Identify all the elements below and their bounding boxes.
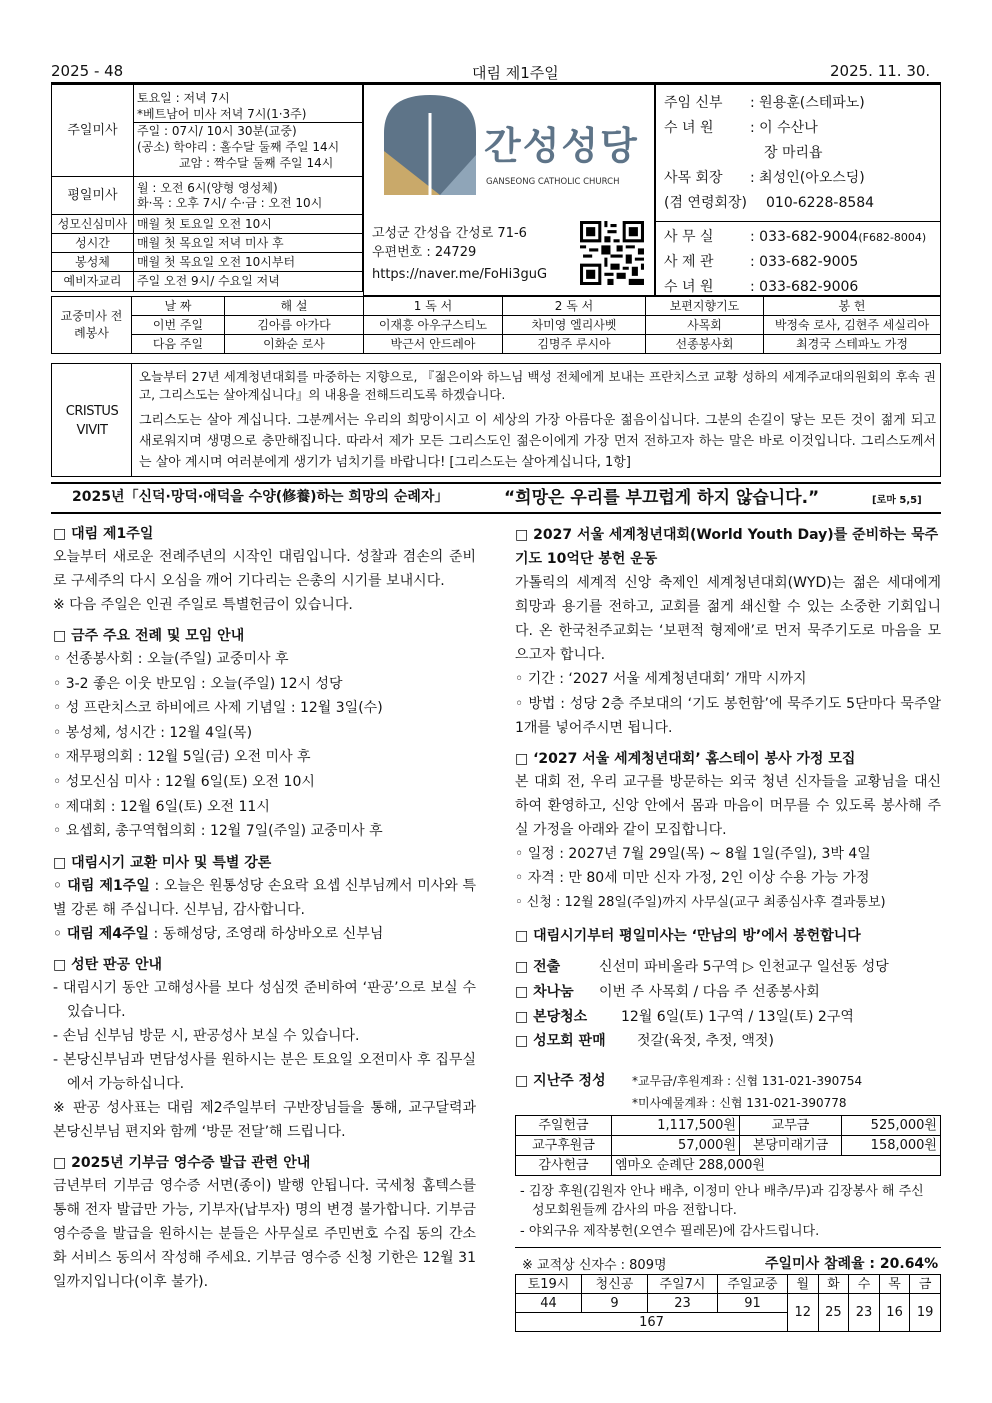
list-item: ◦ 방법 : 성당 2층 주보대의 ‘기도 봉헌함’에 묵주기도 5단마다 묵주알 1개를 넣어주시면 됩니다. [515, 695, 941, 736]
liturgy-service-table [51, 296, 941, 354]
list-item: ◦ 선종봉사회 : 오늘(주일) 교중미사 후 [53, 651, 289, 667]
qr-code-icon[interactable] [580, 221, 644, 285]
church-logo-box [363, 84, 655, 296]
liturgy-cell: 선종봉사회 [646, 335, 764, 354]
list-item: ◦ 대림 제4주일 : 동해성당, 조영래 하상바오로 신부님 [53, 925, 384, 942]
staff-row: 주임 신부 : 원용훈(스테파노) [664, 95, 865, 111]
list-item: ◦ 자격 : 만 80세 미만 신자 가정, 2인 이상 수용 가능 가정 [515, 870, 870, 887]
account-2: *미사예물계좌 : 신협 131-021-390778 [632, 1096, 847, 1110]
thanks-note: - 야외구유 제작봉헌(오연수 필레몬)에 감사드립니다. [520, 1224, 820, 1239]
list-item: ◦ 제대회 : 12월 6일(토) 오전 11시 [53, 798, 270, 815]
church-logo-icon [380, 93, 480, 195]
thanks-note: - 김장 후원(김원자 안나 배추, 이정미 안나 배추/무)과 김장봉사 해 주신 성모회원들께 감사의 마음 전합니다. [520, 1184, 924, 1218]
list-item: ◦ 일정 : 2027년 7월 29일(목) ~ 8월 1일(주일), 3박 4일 [515, 845, 871, 862]
cristus-vivit-label: CRISTUS VIVIT [65, 404, 119, 438]
schedule-label: 봉성체 [52, 253, 134, 272]
list-item: ◦ 대림 제1주일 : 오늘은 원통성당 손요락 요셉 신부님께서 미사와 특별 강론 해 주십니다. 신부님, 감사합니다. [53, 877, 477, 918]
liturgy-header: 보편지향기도 [646, 297, 764, 316]
section-title: □ ‘2027 서울 세계청년대회’ 홈스테이 봉사 가정 모집 [515, 750, 856, 767]
liturgy-cell: 박근서 안드레아 [364, 335, 503, 354]
schedule-label: 성시간 [52, 234, 134, 253]
contact-row: 수 녀 원 : 033-682-9006 [664, 279, 859, 295]
list-item: - 본당신부님과 면담성사를 원하시는 분은 토요일 오전미사 후 집무실에서 가능하십니다. [53, 1051, 476, 1092]
liturgy-header: 해 설 [225, 297, 364, 316]
staff-row: 사목 회장 : 최성인(아오스딩) [664, 170, 865, 186]
schedule-value: 매월 첫 목요일 저녁 미사 후 [134, 234, 363, 253]
staff-row: 수 녀 원 : 이 수산나 [664, 120, 818, 136]
attendance-table: 토19시 청신공 주일7시 주일교중 월 화 수 목 금 44 9 23 91 12 25 23 16 19 167 [515, 1274, 941, 1332]
church-name-logo: 간성성당 [484, 124, 639, 168]
schedule-label: 성모신심미사 [52, 215, 134, 234]
section-body: 오늘부터 새로운 전례주년의 시작인 대림입니다. 성찰과 겸손의 준비로 구세주의 다시 오심을 깨어 기다리는 은총의 시기를 보내시다. [53, 549, 476, 589]
cristus-vivit-quote: 그리스도는 살아 계십니다. 그분께서는 우리의 희망이시고 이 세상의 가장 아름다운 젊음이십니다. 그분의 손길이 닿는 모든 것이 젊게 되고 새로워지며 생명으로 충만해집니다. 따라서 제가 모든 그리스도인 젊은이에게 가장 먼저 전하고자 하는 말은 바로 이것입니다. 그리스도께서는 살아 계시며 여러분에게 생기가 넘치기를 바랍니다! [그리스도는 살아계십니다, 1항] [139, 413, 936, 470]
liturgy-header: 봉 헌 [764, 297, 941, 316]
list-item: ◦ 3-2 좋은 이웃 반모임 : 오늘(주일) 12시 성당 [53, 675, 343, 692]
list-item: - 손님 신부님 방문 시, 판공성사 보실 수 있습니다. [53, 1027, 360, 1044]
liturgical-season: 대림 제1주일 [472, 64, 559, 82]
liturgy-cell: 이재흥 아우구스티노 [364, 316, 503, 335]
section-body: 가톨릭의 세계적 신앙 축제인 세계청년대회(WYD)는 젊은 세대에게 희망과 용기를 전하고, 교회를 젊게 쇄신할 수 있는 소중한 기회입니다. 온 한국천주교회는 ‘보편적 형제애’로 먼저 묵주기도로 마음을 모으고자 합니다. [515, 575, 941, 663]
attendance-rate: 주일미사 참례율 : 20.64% [765, 1256, 939, 1272]
section-note: ※ 다음 주일은 인권 주일로 특별헌금이 있습니다. [53, 597, 353, 613]
liturgy-cell: 이번 주일 [132, 316, 225, 335]
section-title: □ 대림시기 교환 미사 및 특별 강론 [53, 854, 272, 871]
liturgy-cell: 김명주 루시아 [503, 335, 646, 354]
staff-row: 장 마리욥 [764, 145, 823, 161]
duty-row: □ 본당청소 12월 6일(토) 1구역 / 13일(토) 2구역 [515, 1008, 854, 1025]
schedule-value: 매월 첫 목요일 오전 10시부터 [134, 253, 363, 272]
list-item: ◦ 성모신심 미사 : 12월 6일(토) 오전 10시 [53, 773, 315, 790]
section-title: □ 성탄 판공 안내 [53, 956, 162, 973]
scripture-quote: “희망은 우리를 부끄럽게 하지 않습니다.” [504, 488, 820, 508]
section-title: □ 대림시기부터 평일미사는 ‘만남의 방’에서 봉헌합니다 [515, 928, 861, 945]
section-title: □ 금주 주요 전례 및 모임 안내 [53, 628, 245, 644]
list-item: ◦ 봉성체, 성시간 : 12월 4일(목) [53, 724, 253, 741]
schedule-value: 매월 첫 토요일 오전 10시 [134, 215, 363, 234]
account-1: *교무금/후원계좌 : 신협 131-021-390754 [632, 1074, 863, 1088]
list-item: ◦ 재무평의회 : 12월 5일(금) 오전 미사 후 [53, 749, 311, 766]
liturgy-cell: 박정숙 로사, 김현주 세실리아 [764, 316, 941, 335]
duty-row: □ 성모회 판매 젓갈(육젓, 추젓, 액젓) [515, 1033, 774, 1050]
staff-contact-box [655, 84, 941, 296]
section-body: 본 대회 전, 우리 교구를 방문하는 외국 청년 신자들을 교황님을 대신하여 환영하고, 신앙 안에서 몸과 마음이 머무를 수 있도록 봉사해 주실 가정을 아래와 같이 모집합니다. [515, 773, 941, 838]
contact-row: 사 무 실 : 033-682-9004(F682-8004) [664, 229, 927, 245]
section-title: □ 대림 제1주일 [53, 526, 154, 542]
list-item: ◦ 기간 : ‘2027 서울 세계청년대회’ 개막 시까지 [515, 671, 807, 687]
liturgy-header: 1 독 서 [364, 297, 503, 316]
weekday-mass-times: 월 : 오전 6시(양형 영성체) 화·목 : 오후 7시/ 수·금 : 오전 10시 [134, 177, 363, 215]
mass-schedule-table [51, 84, 363, 292]
section-note: ※ 판공 성사표는 대림 제2주일부터 구반장님들을 통해, 교구달력과 본당신부님 편지와 함께 ‘방문 전달’해 드립니다. [53, 1099, 476, 1140]
liturgy-cell: 사목회 [646, 316, 764, 335]
right-column [515, 523, 941, 1054]
section-body: 금년부터 기부금 영수증 서면(종이) 발행 안됩니다. 국세청 홈텍스를 통해 전자 발급만 가능, 기부자(납부자) 명의 변경 불가합니다. 기부금 영수증을 발급을 원하시는 분들은 사무실로 주민번호 수집 동의 간소화 서비스 동의서 작성해 주세요. 기부금 영수증 신청 기한은 12월 31일까지입니다(이후 불가). [53, 1177, 476, 1290]
liturgy-label: 교중미사 전례봉사 [52, 297, 132, 354]
church-postal: 우편번호 : 24729 [372, 245, 477, 260]
section-title: □ 2025년 기부금 영수증 발급 관련 안내 [53, 1154, 311, 1171]
schedule-label: 예비자교리 [52, 272, 134, 292]
church-url[interactable]: https://naver.me/FoHi3guG [372, 267, 548, 282]
issue-number: 2025 - 48 [51, 62, 124, 80]
list-item: ◦ 신청 : 12월 28일(주일)까지 사무실(교구 최종심사후 결과통보) [515, 894, 886, 910]
weekday-mass-label: 평일미사 [52, 177, 134, 215]
cristus-vivit-box [51, 363, 941, 477]
list-item: - 대림시기 동안 고해성사를 보다 성심껏 준비하여 ‘판공’으로 보실 수 있습니다. [53, 979, 476, 1020]
offering-table: 주일헌금 1,117,500원 교무금 525,000원 교구후원금 57,000원 본당미래기금 158,000원 감사헌금 엠마오 순례단 288,000원 [515, 1115, 941, 1176]
liturgy-cell: 이화순 로사 [225, 335, 364, 354]
cristus-vivit-intro: 오늘부터 27년 세계청년대회를 마중하는 지향으로, 『젊은이와 하느님 백성 전체에게 보내는 프란치스코 교황 성하의 세계주교대의원회의 후속 권고, 그리스도는 살아계십니다』의 내용을 전해드리도록 하겠습니다. [139, 369, 936, 402]
church-address: 고성군 간성읍 간성로 71-6 [372, 226, 527, 241]
left-column [53, 523, 476, 1294]
sunday-mass-label: 주일미사 [52, 85, 134, 177]
duty-row: □ 차나눔 이번 주 사목회 / 다음 주 선종봉사회 [515, 983, 820, 1000]
issue-date: 2025. 11. 30. [830, 62, 931, 80]
annual-slogan: 2025년「신덕·망덕·애덕을 수양(修養)하는 희망의 순례자」 [72, 489, 449, 505]
staff-row: (겸 연령회장) 010-6228-8584 [664, 195, 875, 211]
liturgy-cell: 김아름 아가다 [225, 316, 364, 335]
liturgy-cell: 다음 주일 [132, 335, 225, 354]
duty-row: □ 전출 신선미 파비올라 5구역 ▷ 인천교구 일선동 성당 [515, 959, 889, 976]
section-title: □ 2027 서울 세계청년대회(World Youth Day)를 준비하는 묵주기도 10억단 봉헌 운동 [515, 527, 939, 567]
member-count: ※ 교적상 신자수 : 809명 [522, 1258, 667, 1273]
liturgy-header: 2 독 서 [503, 297, 646, 316]
offering-title: □ 지난주 정성 [515, 1073, 606, 1089]
church-name-english: GANSEONG CATHOLIC CHURCH [486, 177, 620, 187]
liturgy-cell: 차미영 엘리사벳 [503, 316, 646, 335]
list-item: ◦ 성 프란치스코 하비에르 사제 기념일 : 12월 3일(수) [53, 700, 383, 717]
schedule-value: 주일 오전 9시/ 수요일 저녁 [134, 272, 363, 292]
contact-row: 사 제 관 : 033-682-9005 [664, 254, 859, 270]
sunday-mass-times: 토요일 : 저녁 7시 *베트남어 미사 저녁 7시(1·3주) 주일 : 07시/ 10시 30분(교중) (공소) 학야리 : 홀수달 둘째 주일 14시 교암 : 짝수달 둘째 주일 14시 [134, 85, 363, 177]
scripture-reference: [로마 5,5] [872, 495, 922, 506]
liturgy-cell: 최경국 스테파노 가정 [764, 335, 941, 354]
list-item: ◦ 요셉회, 총구역협의회 : 12월 7일(주일) 교중미사 후 [53, 823, 383, 840]
liturgy-header: 날 짜 [132, 297, 225, 316]
